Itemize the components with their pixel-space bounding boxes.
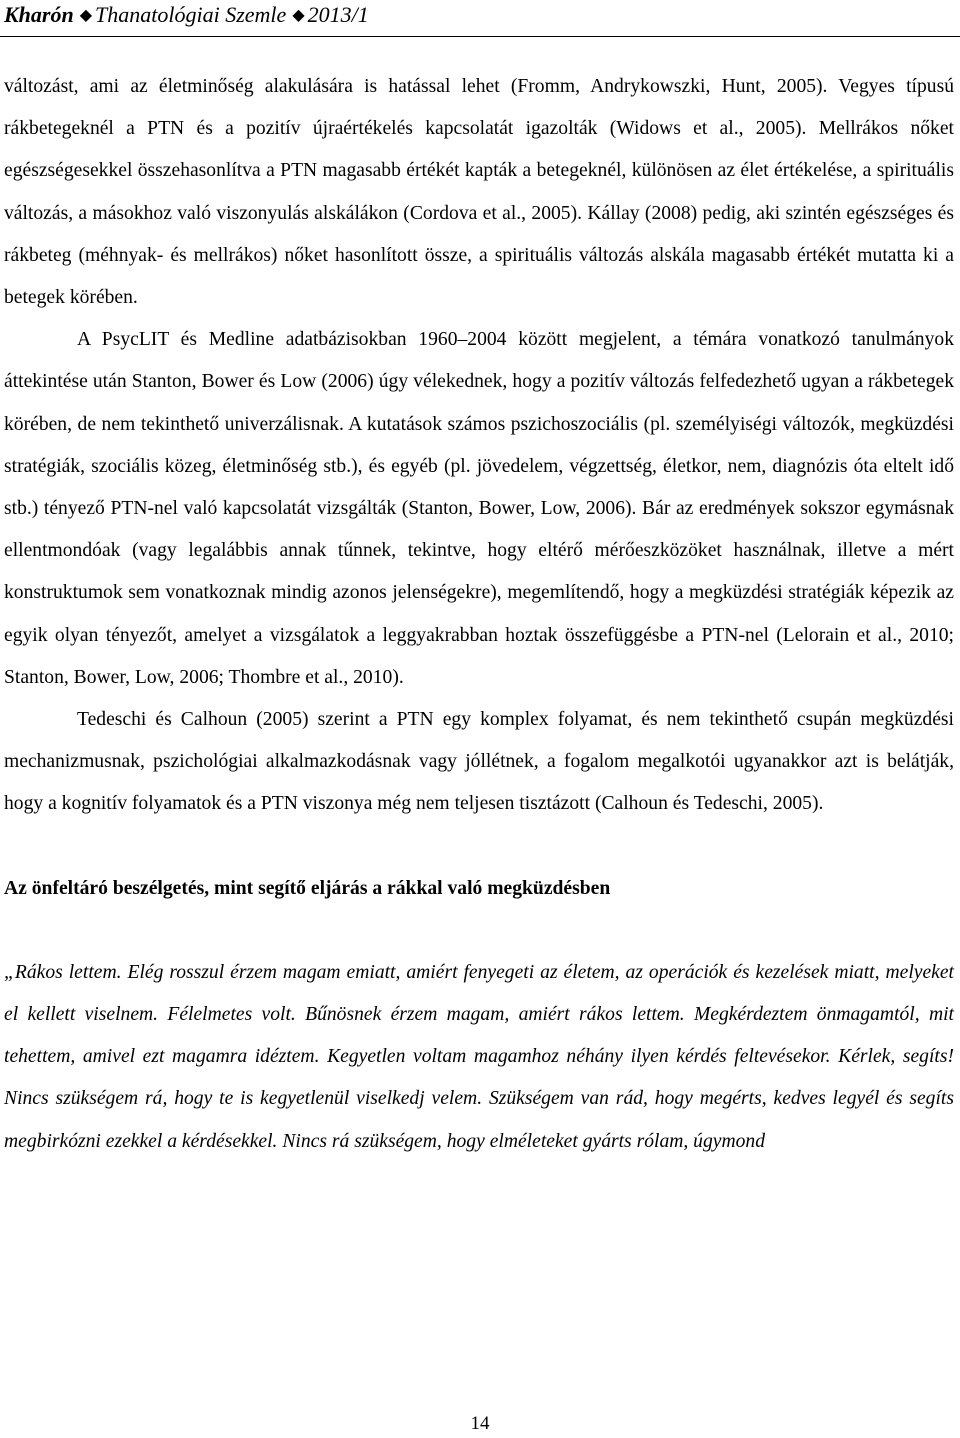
diamond-separator-icon: ◆: [79, 7, 93, 24]
paragraph-2: A PsycLIT és Medline adatbázisokban 1960–2004 között megjelent, a témára vonatkozó tanulmányok áttekintése után Stanton, Bower és Low (2006) úgy vélekednek, hogy a pozitív változás felfedezhető ugyan a rákbetegek körében, de nem tekinthető univerzálisnak. A kutatások számos pszichoszociális (pl. személyiségi változók, megküzdési stratégiák, szociális közeg, életminőség stb.), és egyéb (pl. jövedelem, végzettség, életkor, nem, diagnózis óta eltelt idő stb.) tényező PTN-nel való kapcsolatát vizsgálták (Stanton, Bower, Low, 2006). Bár az eredmények sokszor egymásnak ellentmondóak (vagy legalábbis annak tűnnek, tekintve, hogy eltérő mérőeszközöket használnak, illetve a mért konstruktumok sem vonatkoznak mindig azonos jelenségekre), megemlítendő, hogy a megküzdési stratégiák képezik az egyik olyan tényezőt, amelyet a vizsgálatok a leggyakrabban hoztak összefüggésbe a PTN-nel (Lelorain et al., 2010; Stanton, Bower, Low, 2006; Thombre et al., 2010).: [4, 329, 954, 688]
header-rule: [0, 36, 960, 37]
running-head: [4, 0, 369, 33]
journal-issue: 2013/1: [307, 2, 369, 27]
journal-name: Kharón: [4, 2, 74, 27]
journal-subtitle: Thanatológiai Szemle: [95, 2, 287, 27]
page-number: 14: [470, 1413, 490, 1434]
diamond-separator-icon: ◆: [292, 7, 305, 24]
body-text: [4, 66, 954, 1163]
paragraph-3: Tedeschi és Calhoun (2005) szerint a PTN egy komplex folyamat, és nem tekinthető csupán megküzdési mechanizmusnak, pszichológiai alkalmazkodásnak vagy jóllétnek, a fogalom megalkotói ugyanakkor azt is belátják, hogy a kognitív folyamatok és a PTN viszonya még nem teljesen tisztázott (Calhoun és Tedeschi, 2005).: [4, 709, 954, 815]
paragraph-1: változást, ami az életminőség alakulására is hatással lehet (Fromm, Andrykowszki, Hunt, 2005). Vegyes típusú rákbetegeknél a PTN és a pozitív újraértékelés kapcsolatát igazolták (Widows et al., 2005). Mellrákos nőket egészségesekkel összehasonlítva a PTN magasabb értékét kapták a betegeknél, különösen az élet értékelése, a spirituális változás, a másokhoz való viszonyulás alskálákon (Cordova et al., 2005). Kállay (2008) pedig, aki szintén egészséges és rákbeteg (méhnyak- és mellrákos) nőket hasonlított össze, a spirituális változás alskála magasabb értékét mutatta ki a betegek körében.: [4, 76, 954, 309]
quote-paragraph: „Rákos lettem. Elég rosszul érzem magam emiatt, amiért fenyegeti az életem, az operációk és kezelések miatt, melyeket el kellett viselnem. Félelmetes volt. Bűnösnek érzem magam, amiért rákos lettem. Megkérdeztem önmagamtól, mit tehettem, amivel ezt magamra idéztem. Kegyetlen voltam magamhoz néhány ilyen kérdés feltevésekor. Kérlek, segíts! Nincs szükségem rá, hogy te is kegyetlenül viselkedj velem. Szükségem van rád, hogy megérts, kedves legyél és segíts megbirkózni ezekkel a kérdésekkel. Nincs rá szükségem, hogy elméleteket gyárts rólam, úgymond: [4, 961, 954, 1152]
section-heading: Az önfeltáró beszélgetés, mint segítő eljárás a rákkal való megküzdésben: [4, 877, 611, 899]
